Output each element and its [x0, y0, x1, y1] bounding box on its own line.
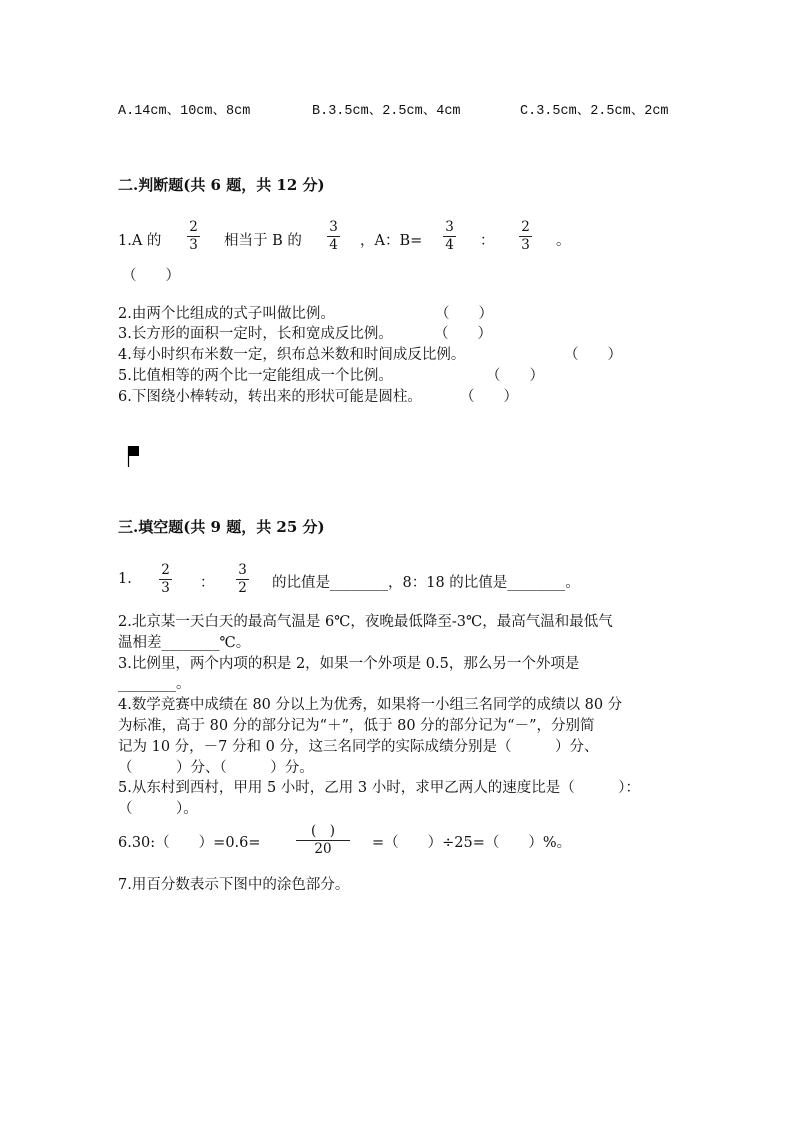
s3-question-7: 7.用百分数表示下图中的涂色部分。: [118, 877, 350, 893]
q1-ratio-label: ，A：B=: [360, 233, 423, 249]
s2-question-4: 4.每小时织布米数一定，织布总米数和时间成反比例。: [118, 347, 466, 363]
answer-paren[interactable]: （ ）: [486, 368, 544, 384]
s3-question-5-line1: 5.从东村到西村，甲用 5 小时，乙用 3 小时，求甲乙两人的速度比是（ ）：: [118, 780, 640, 796]
fraction-3-4-b: 3 4: [443, 220, 456, 253]
s3-question-2-line2: 温相差________℃。: [118, 635, 251, 651]
q1-text: 的比值是________，8：18 的比值是________。: [272, 575, 580, 591]
q1-middle: 相当于 B 的: [224, 233, 302, 249]
q6-part2: =（ ）÷25=（ ）%。: [372, 835, 572, 851]
s3-question-3-line2: ________。: [118, 676, 191, 692]
q1-colon: ：: [200, 575, 215, 591]
answer-paren[interactable]: （ ）: [435, 306, 493, 322]
q1-prefix: 1.A 的: [118, 233, 162, 249]
answer-paren[interactable]: （ ）: [122, 268, 180, 284]
section2-heading: 二.判断题(共 6 题，共 12 分): [118, 176, 325, 194]
fraction-3-4: 3 4: [327, 220, 340, 253]
option-c: C.3.5cm、2.5cm、2cm: [520, 104, 669, 119]
answer-paren[interactable]: （ ）: [434, 326, 492, 342]
answer-paren[interactable]: （ ）: [564, 347, 622, 363]
flag-stick-figure: [125, 444, 143, 468]
s2-question-6: 6.下图绕小棒转动，转出来的形状可能是圆柱。: [118, 389, 422, 405]
answer-paren[interactable]: （ ）: [460, 389, 518, 405]
fraction-2-3: 2 3: [187, 220, 200, 253]
s3-question-5-line2: （ ）。: [118, 801, 198, 817]
s2-question-3: 3.长方形的面积一定时，长和宽成反比例。: [118, 326, 393, 342]
s2-question-5: 5.比值相等的两个比一定能组成一个比例。: [118, 368, 393, 384]
q1-end: 。: [556, 233, 571, 249]
fraction-blank-20: ( ) 20: [296, 824, 350, 857]
fraction-2-3: 2 3: [159, 563, 172, 596]
s3-question-3-line1: 3.比例里，两个内项的积是 2，如果一个外项是 0.5，那么另一个外项是: [118, 656, 580, 672]
fraction-2-3-b: 2 3: [519, 220, 532, 253]
fraction-3-2: 3 2: [236, 563, 249, 596]
section3-heading: 三.填空题(共 9 题，共 25 分): [118, 518, 325, 536]
option-a: A.14cm、10cm、8cm: [118, 104, 251, 119]
s3-question-2-line1: 2.北京某一天白天的最高气温是 6℃，夜晚最低降至-3℃，最高气温和最低气: [118, 614, 613, 630]
s3-question-4-line3: 记为 10 分，－7 分和 0 分，这三名同学的实际成绩分别是（ ）分、: [118, 739, 599, 755]
q1-colon: ：: [480, 233, 495, 249]
s3-question-4-line2: 为标准，高于 80 分的部分记为“＋”，低于 80 分的部分记为“－”，分别简: [118, 718, 595, 734]
q1-number: 1.: [118, 571, 132, 587]
s3-question-4-line4: （ ）分、（ ）分。: [118, 760, 314, 776]
s2-question-2: 2.由两个比组成的式子叫做比例。: [118, 306, 335, 322]
q6-part1: 6.30:（ ）=0.6=: [118, 835, 261, 851]
option-b: B.3.5cm、2.5cm、4cm: [312, 104, 461, 119]
s3-question-4-line1: 4.数学竞赛中成绩在 80 分以上为优秀，如果将一小组三名同学的成绩以 80 分: [118, 697, 623, 713]
